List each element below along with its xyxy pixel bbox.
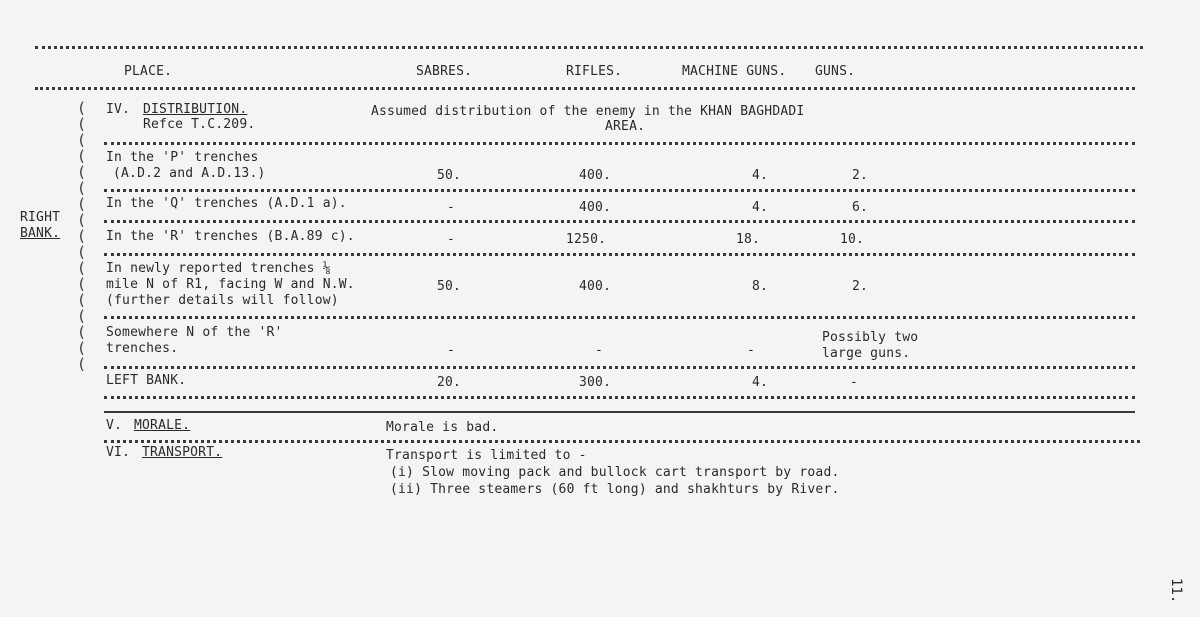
row-place-line: Somewhere N of the 'R' (106, 325, 283, 340)
row-rifles: 400. (579, 168, 612, 183)
row-place-line: (A.D.2 and A.D.13.) (113, 166, 266, 181)
row-sabres: - (447, 200, 456, 215)
transport-line: Transport is limited to - (386, 448, 587, 463)
section-divider (104, 411, 1135, 413)
row-machine-guns: 4. (752, 375, 769, 390)
row-rule (104, 220, 1135, 223)
row-rule (104, 189, 1135, 192)
row-sabres: 20. (437, 375, 462, 390)
section-vi-heading: TRANSPORT. (142, 445, 223, 460)
side-label-bank: BANK. (20, 226, 61, 241)
row-rule (104, 253, 1135, 256)
transport-line: (ii) Three steamers (60 ft long) and shakhturs by River. (390, 482, 840, 497)
row-place-line: In the 'Q' trenches (A.D.1 a). (106, 196, 347, 211)
row-machine-guns: 4. (752, 200, 769, 215)
row-machine-guns: - (747, 343, 756, 358)
row-place-line: (further details will follow) (106, 293, 339, 308)
section-vi-number: VI. (106, 445, 131, 460)
side-label-right: RIGHT (20, 210, 61, 225)
morale-text: Morale is bad. (386, 420, 499, 435)
header-rifles: RIFLES. (566, 64, 623, 79)
row-place-line: trenches. (106, 341, 179, 356)
page-number: 11. (1168, 578, 1184, 604)
row-guns-line: large guns. (822, 346, 911, 361)
row-place-line: LEFT BANK. (106, 373, 187, 388)
row-sabres: 50. (437, 168, 462, 183)
row-guns: - (850, 375, 859, 390)
section-iv-number: IV. (106, 102, 131, 117)
row-guns: 10. (840, 232, 865, 247)
transport-line: (i) Slow moving pack and bullock cart transport by road. (390, 465, 840, 480)
row-guns: 6. (852, 200, 869, 215)
row-place-line: In the 'R' trenches (B.A.89 c). (106, 229, 355, 244)
row-machine-guns: 8. (752, 279, 769, 294)
section-iv-reference: Refce T.C.209. (143, 117, 256, 132)
row-place-line: In the 'P' trenches (106, 150, 259, 165)
header-sabres: SABRES. (416, 64, 473, 79)
row-rifles: 1250. (566, 232, 607, 247)
row-place-line: In newly reported trenches ⅛ (106, 261, 331, 276)
section-iv-heading: DISTRIBUTION. (143, 102, 248, 117)
row-rifles: 300. (579, 375, 612, 390)
row-guns: 2. (852, 279, 869, 294)
row-rule (104, 316, 1135, 319)
row-rule (104, 142, 1135, 145)
row-rule (104, 366, 1135, 369)
assumed-distribution-line2: AREA. (605, 119, 646, 134)
row-machine-guns: 18. (736, 232, 761, 247)
header-guns: GUNS. (815, 64, 856, 79)
header-place: PLACE. (124, 64, 173, 79)
row-sabres: 50. (437, 279, 462, 294)
row-sabres: - (447, 232, 456, 247)
top-rule (35, 46, 1143, 49)
row-rule (104, 440, 1140, 443)
row-rifles: 400. (579, 200, 612, 215)
section-v-heading: MORALE. (134, 418, 191, 433)
row-guns-line: Possibly two (822, 330, 919, 345)
row-rifles: - (595, 343, 604, 358)
header-rule (35, 87, 1135, 90)
row-rifles: 400. (579, 279, 612, 294)
header-machine-guns: MACHINE GUNS. (682, 64, 787, 79)
row-machine-guns: 4. (752, 168, 769, 183)
assumed-distribution-line1: Assumed distribution of the enemy in the KHAN BAGHDADI (371, 104, 805, 119)
row-guns: 2. (852, 168, 869, 183)
section-v-number: V. (106, 418, 123, 433)
row-sabres: - (447, 343, 456, 358)
row-place-line: mile N of R1, facing W and N.W. (106, 277, 355, 292)
row-rule (104, 396, 1135, 399)
